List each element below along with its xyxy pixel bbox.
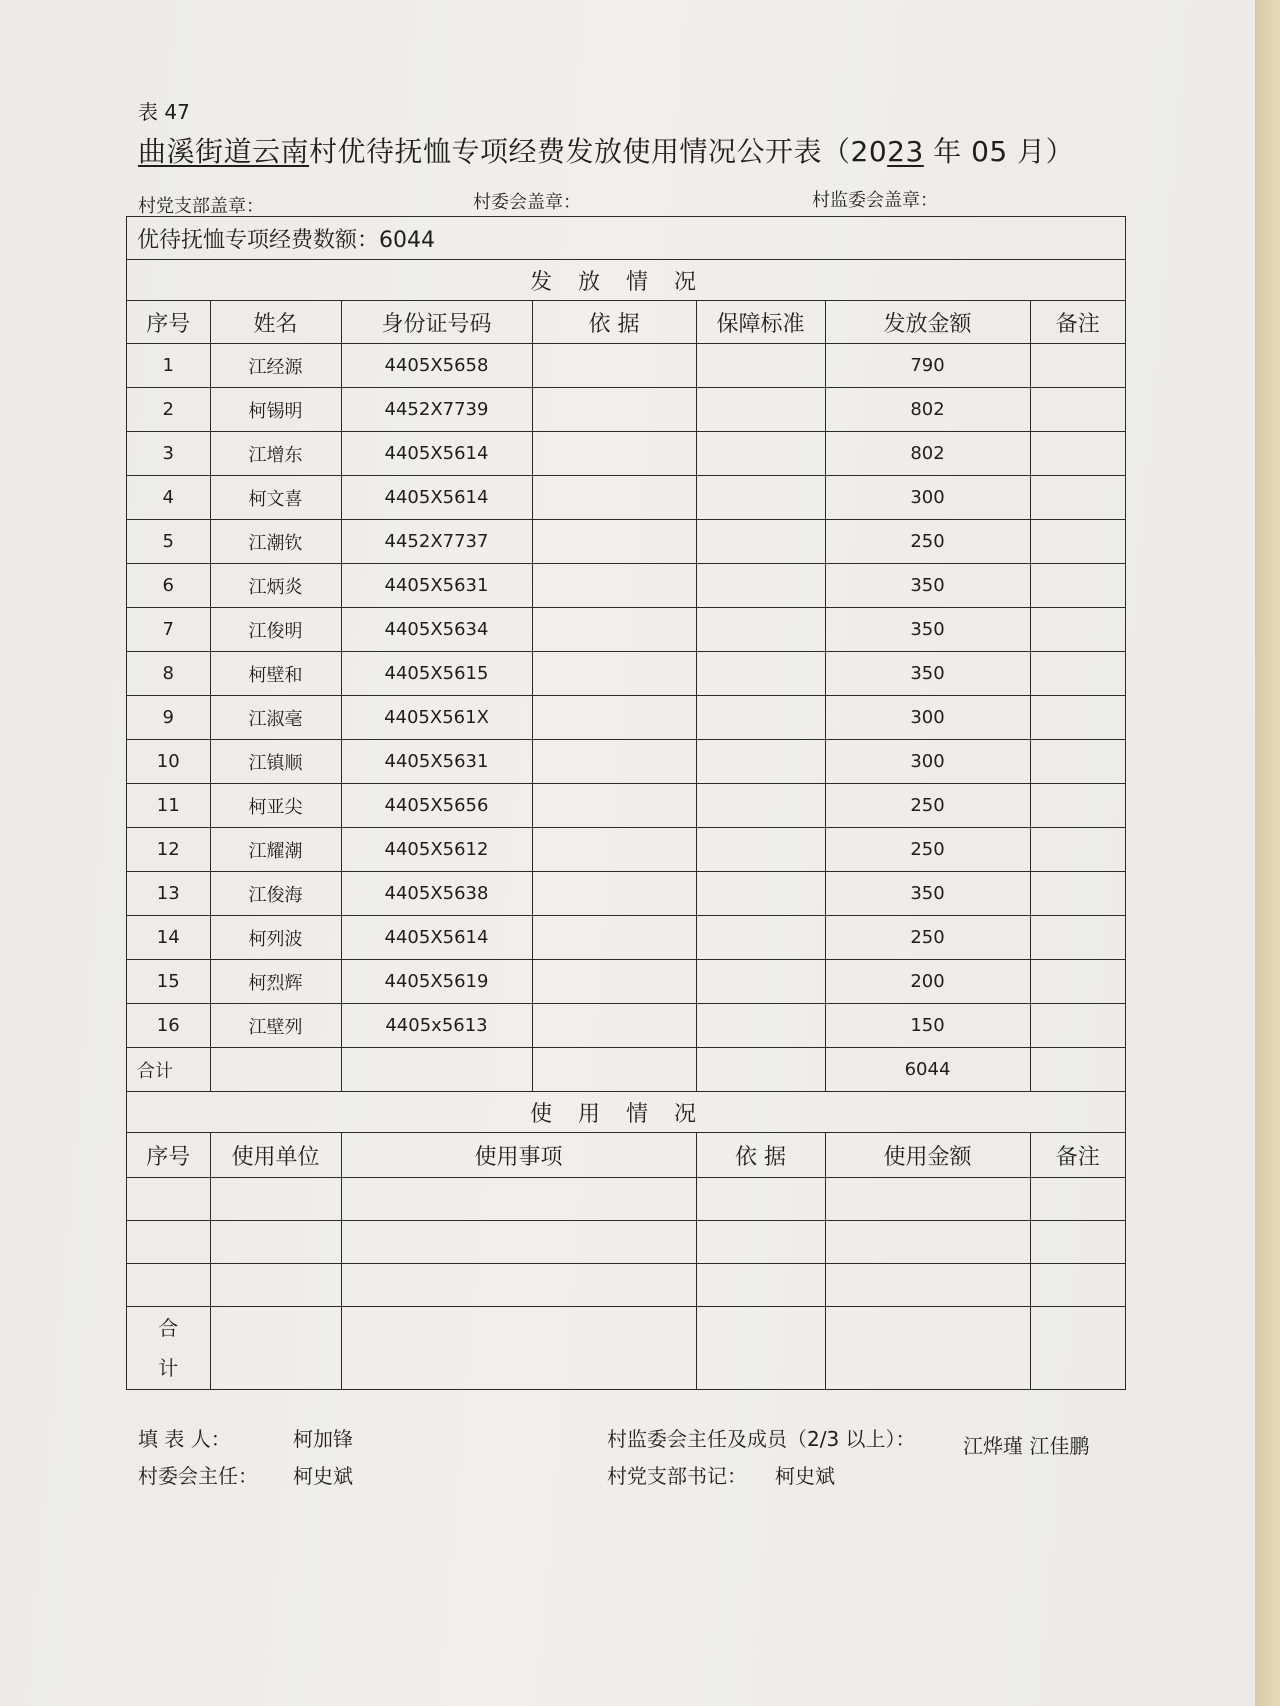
row-standard: [696, 696, 825, 740]
usage-row: [127, 1264, 1125, 1307]
header-no: 序号: [127, 301, 210, 344]
table-row: [127, 432, 1125, 476]
disclosure-table: [126, 216, 1126, 1390]
row-remark: [1030, 784, 1125, 828]
row-no: 14: [127, 916, 210, 960]
usage-header-no: 序号: [127, 1133, 210, 1178]
row-id: 4405X5631: [341, 564, 532, 608]
usage-header-row: [127, 1133, 1125, 1178]
row-standard: [696, 784, 825, 828]
usage-section-title: 使用情况: [127, 1092, 1125, 1133]
director-name: 柯史斌: [293, 1464, 353, 1488]
supervision-seal-label: 村监委会盖章：: [812, 190, 938, 211]
row-id: 4405X5614: [341, 476, 532, 520]
title-year: 23: [887, 135, 924, 168]
row-no: 5: [127, 520, 210, 564]
row-name: 江俊海: [210, 872, 341, 916]
usage-header-remark: 备注: [1030, 1133, 1125, 1178]
distribution-total-label: 合计: [127, 1048, 210, 1092]
row-standard: [696, 872, 825, 916]
secretary-label: 村党支部书记：: [607, 1464, 747, 1488]
table-row: [127, 608, 1125, 652]
row-name: 柯列波: [210, 916, 341, 960]
row-id: 4405X5638: [341, 872, 532, 916]
row-remark: [1030, 344, 1125, 388]
distribution-section-title: 发放情况: [127, 260, 1125, 301]
row-standard: [696, 564, 825, 608]
row-amount: 300: [825, 476, 1030, 520]
row-id: 4452X7737: [341, 520, 532, 564]
secretary-name: 柯史斌: [775, 1464, 835, 1488]
row-standard: [696, 960, 825, 1004]
row-no: 10: [127, 740, 210, 784]
row-id: 4405X5614: [341, 432, 532, 476]
table-row: [127, 520, 1125, 564]
row-amount: 350: [825, 564, 1030, 608]
table-row: [127, 652, 1125, 696]
row-basis: [532, 784, 696, 828]
row-no: 11: [127, 784, 210, 828]
table-row: [127, 344, 1125, 388]
usage-header-basis: 依 据: [696, 1133, 825, 1178]
row-id: 4405X561X: [341, 696, 532, 740]
row-amount: 200: [825, 960, 1030, 1004]
distribution-total-row: [127, 1048, 1125, 1092]
row-basis: [532, 740, 696, 784]
row-no: 9: [127, 696, 210, 740]
usage-row: [127, 1178, 1125, 1221]
row-basis: [532, 344, 696, 388]
row-standard: [696, 388, 825, 432]
row-basis: [532, 608, 696, 652]
row-amount: 250: [825, 520, 1030, 564]
row-id: 4452X7739: [341, 388, 532, 432]
row-standard: [696, 916, 825, 960]
director-label: 村委会主任：: [138, 1464, 258, 1488]
row-no: 15: [127, 960, 210, 1004]
header-id: 身份证号码: [341, 301, 532, 344]
row-remark: [1030, 432, 1125, 476]
row-no: 4: [127, 476, 210, 520]
header-standard: 保障标准: [696, 301, 825, 344]
row-amount: 250: [825, 784, 1030, 828]
row-remark: [1030, 520, 1125, 564]
table-row: [127, 1004, 1125, 1048]
header-remark: 备注: [1030, 301, 1125, 344]
row-id: 4405X5656: [341, 784, 532, 828]
row-name: 江增东: [210, 432, 341, 476]
row-remark: [1030, 872, 1125, 916]
table-row: [127, 696, 1125, 740]
row-standard: [696, 520, 825, 564]
usage-total-row: [127, 1307, 1125, 1390]
party-seal-label: 村党支部盖章：: [138, 196, 264, 217]
supervision-members: 江烨瑾 江佳鹏: [963, 1434, 1090, 1458]
row-amount: 790: [825, 344, 1030, 388]
row-no: 6: [127, 564, 210, 608]
row-no: 2: [127, 388, 210, 432]
row-remark: [1030, 960, 1125, 1004]
filler-name: 柯加锋: [293, 1427, 353, 1451]
desk-background: [1255, 0, 1280, 1706]
row-id: 4405X5631: [341, 740, 532, 784]
row-standard: [696, 476, 825, 520]
header-amount: 发放金额: [825, 301, 1030, 344]
table-row: [127, 916, 1125, 960]
table-row: [127, 476, 1125, 520]
row-no: 13: [127, 872, 210, 916]
row-basis: [532, 872, 696, 916]
row-remark: [1030, 1004, 1125, 1048]
row-no: 7: [127, 608, 210, 652]
row-name: 柯壁和: [210, 652, 341, 696]
row-basis: [532, 828, 696, 872]
row-id: 4405X5658: [341, 344, 532, 388]
row-id: 4405x5613: [341, 1004, 532, 1048]
row-remark: [1030, 564, 1125, 608]
row-id: 4405X5612: [341, 828, 532, 872]
row-remark: [1030, 652, 1125, 696]
usage-header-item: 使用事项: [341, 1133, 696, 1178]
row-name: 柯亚尖: [210, 784, 341, 828]
row-name: 江壁列: [210, 1004, 341, 1048]
row-basis: [532, 564, 696, 608]
row-no: 16: [127, 1004, 210, 1048]
row-basis: [532, 476, 696, 520]
distribution-total-amount: 6044: [825, 1048, 1030, 1092]
row-basis: [532, 520, 696, 564]
row-id: 4405X5615: [341, 652, 532, 696]
row-name: 柯文喜: [210, 476, 341, 520]
title-month: 年 05 月）: [923, 135, 1075, 168]
row-remark: [1030, 740, 1125, 784]
row-amount: 350: [825, 872, 1030, 916]
row-amount: 350: [825, 652, 1030, 696]
usage-row: [127, 1221, 1125, 1264]
row-id: 4405X5619: [341, 960, 532, 1004]
table-row: [127, 784, 1125, 828]
row-remark: [1030, 388, 1125, 432]
supervision-members-label: 村监委会主任及成员（2/3 以上）：: [607, 1427, 916, 1451]
row-amount: 250: [825, 916, 1030, 960]
row-remark: [1030, 476, 1125, 520]
row-no: 8: [127, 652, 210, 696]
usage-header-unit: 使用单位: [210, 1133, 341, 1178]
row-basis: [532, 388, 696, 432]
row-amount: 802: [825, 388, 1030, 432]
row-name: 江耀潮: [210, 828, 341, 872]
row-id: 4405X5634: [341, 608, 532, 652]
committee-seal-label: 村委会盖章：: [473, 192, 581, 213]
form-number: 表 47: [138, 100, 190, 124]
row-basis: [532, 916, 696, 960]
row-basis: [532, 1004, 696, 1048]
table-row: [127, 388, 1125, 432]
row-no: 1: [127, 344, 210, 388]
table-row: [127, 564, 1125, 608]
header-basis: 依 据: [532, 301, 696, 344]
row-standard: [696, 1004, 825, 1048]
row-remark: [1030, 916, 1125, 960]
budget-amount: 优待抚恤专项经费数额：6044: [127, 217, 1125, 260]
usage-header-amount: 使用金额: [825, 1133, 1030, 1178]
row-remark: [1030, 608, 1125, 652]
usage-total-label: 合 计: [127, 1307, 210, 1390]
row-basis: [532, 432, 696, 476]
row-basis: [532, 960, 696, 1004]
table-row: [127, 740, 1125, 784]
row-amount: 802: [825, 432, 1030, 476]
row-standard: [696, 828, 825, 872]
row-standard: [696, 432, 825, 476]
row-remark: [1030, 828, 1125, 872]
row-standard: [696, 344, 825, 388]
row-amount: 350: [825, 608, 1030, 652]
row-name: 江经源: [210, 344, 341, 388]
filler-label: 填 表 人：: [138, 1427, 231, 1451]
row-standard: [696, 608, 825, 652]
row-name: 柯锡明: [210, 388, 341, 432]
row-amount: 300: [825, 696, 1030, 740]
row-name: 江潮钦: [210, 520, 341, 564]
row-no: 12: [127, 828, 210, 872]
page-title: [138, 130, 1074, 170]
row-remark: [1030, 696, 1125, 740]
distribution-header-row: [127, 301, 1125, 344]
row-amount: 250: [825, 828, 1030, 872]
row-name: 江俊明: [210, 608, 341, 652]
row-standard: [696, 740, 825, 784]
title-street: 曲溪街道: [138, 135, 253, 168]
title-village: 云南: [252, 135, 310, 168]
table-row: [127, 872, 1125, 916]
row-id: 4405X5614: [341, 916, 532, 960]
row-name: 江淑毫: [210, 696, 341, 740]
header-name: 姓名: [210, 301, 341, 344]
row-name: 柯烈辉: [210, 960, 341, 1004]
title-main: 村优待抚恤专项经费发放使用情况公开表（20: [309, 135, 888, 168]
table-row: [127, 828, 1125, 872]
row-name: 江镇顺: [210, 740, 341, 784]
row-amount: 300: [825, 740, 1030, 784]
table-row: [127, 960, 1125, 1004]
row-basis: [532, 652, 696, 696]
row-amount: 150: [825, 1004, 1030, 1048]
row-no: 3: [127, 432, 210, 476]
row-name: 江炳炎: [210, 564, 341, 608]
row-basis: [532, 696, 696, 740]
row-standard: [696, 652, 825, 696]
